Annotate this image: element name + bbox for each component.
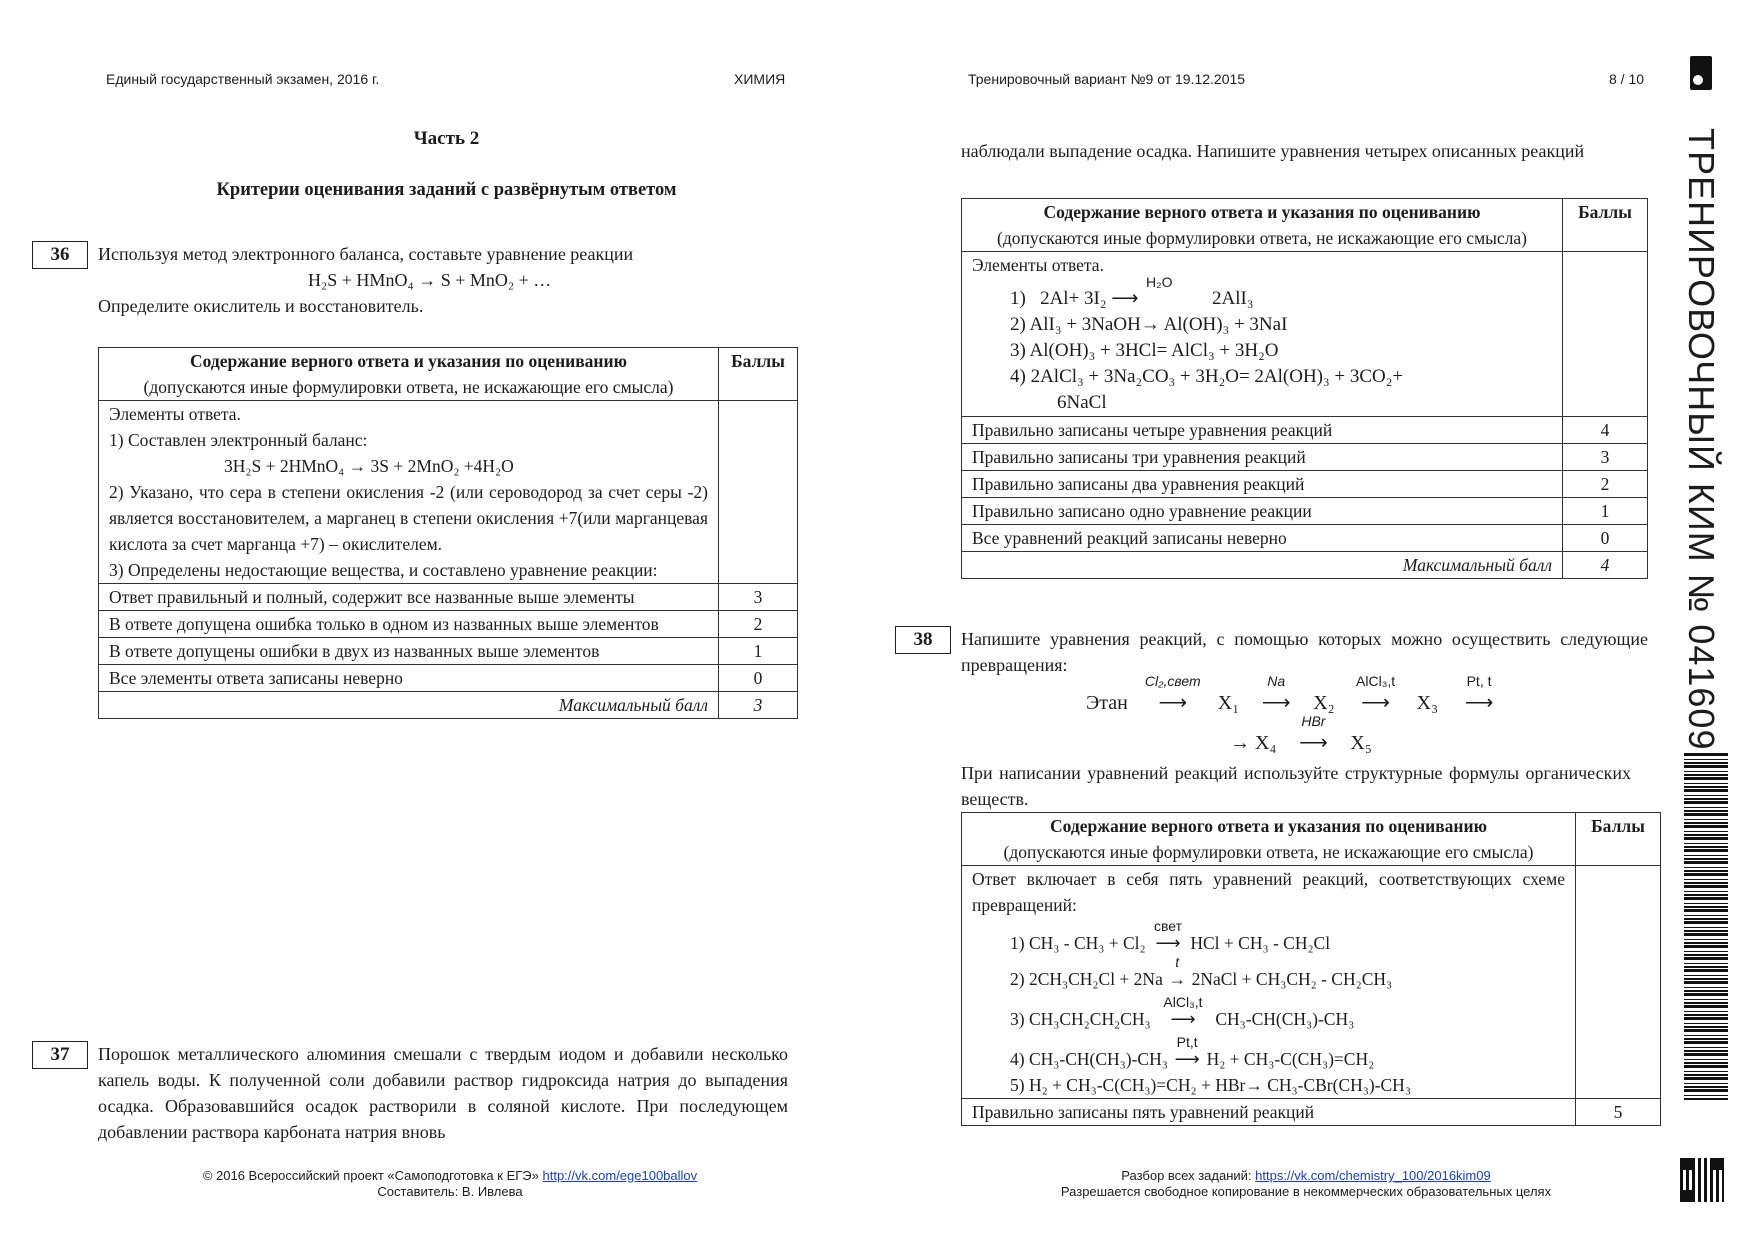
criterion-text: Правильно записаны четыре уравнения реакций <box>962 417 1563 444</box>
question-36-text: Используя метод электронного баланса, составьте уравнение реакции <box>98 244 634 264</box>
scheme-x3: X₃ <box>1416 692 1439 714</box>
scheme-start: Этан <box>1086 692 1128 714</box>
equation-4-cont: 6NaCl <box>1057 392 1107 413</box>
question-38-number: 38 <box>895 626 951 654</box>
vk-chemistry-link[interactable]: https://vk.com/chemistry_100/2016kim09 <box>1255 1168 1491 1183</box>
table-header-note: (допускаются иные формулировки ответа, не искажающие его смысла) <box>997 228 1527 248</box>
scheme-arrow-5 <box>1281 713 1345 755</box>
scheme-condition-5: HBr <box>1301 713 1326 729</box>
reaction-5: 5) H₂ + CH₃-C(CH₃)=CH₂ + HBr→ CH₃-CBr(CH₃)-CH₃ <box>1010 1075 1411 1095</box>
arrow-glyph: ⟶ <box>1111 288 1139 309</box>
arrow-glyph: ⟶ <box>1155 933 1181 953</box>
criterion-text: Правильно записаны три уравнения реакций <box>962 444 1563 471</box>
scheme-condition-2: Na <box>1267 673 1286 689</box>
elements-score-empty <box>1563 252 1648 417</box>
element-1: 1) Составлен электронный баланс: <box>109 430 368 450</box>
question-37-number: 37 <box>32 1041 88 1069</box>
part-title: Часть 2 <box>413 128 480 149</box>
table-header-row <box>962 199 1648 252</box>
criterion-score: 4 <box>1563 417 1648 444</box>
question-36-equation: H₂S + HMnO₄ → S + MnO₂ + … <box>308 270 552 290</box>
criterion-score: 1 <box>1563 498 1648 525</box>
table-max-row <box>962 552 1648 579</box>
scheme-arrow-1 <box>1133 673 1213 715</box>
criterion-score: 0 <box>719 665 798 692</box>
corner-mark-dot <box>1693 75 1703 85</box>
reaction-condition: t <box>1175 954 1180 970</box>
max-score-value: 4 <box>1563 552 1648 579</box>
arrow-glyph: ⟶ <box>1170 1009 1196 1029</box>
scheme-arrow-4 <box>1443 673 1515 715</box>
equation-1-right: 2AlI₃ <box>1212 288 1254 309</box>
reaction-2-right: 2NaCl + CH₃CH₂ - CH₂CH₃ <box>1191 969 1393 989</box>
transformation-scheme-line2 <box>1230 713 1372 755</box>
table-elements-row <box>99 401 798 584</box>
header-page-number: 8 / 10 <box>1609 71 1645 87</box>
equation-1-number: 1) <box>1010 288 1026 309</box>
elements-title: Элементы ответа. <box>972 255 1104 275</box>
barcode <box>1684 752 1728 1100</box>
table-max-row <box>99 692 798 719</box>
arrow-glyph: ⟶ <box>1158 692 1188 714</box>
reaction-condition: свет <box>1153 918 1182 934</box>
table-header-content <box>962 813 1576 866</box>
reaction-1 <box>972 918 1565 956</box>
criteria-title: Критерии оценивания заданий с развёрнутым ответом <box>216 180 677 200</box>
reaction-1-left: 1) CH₃ - CH₃ + Cl₂ <box>1010 933 1146 953</box>
reaction-1-right: HCl + CH₃ - CH₂Cl <box>1190 933 1331 953</box>
elements-score-empty <box>719 401 798 584</box>
table-row <box>99 611 798 638</box>
equation-3: 3) Al(OH)₃ + 3HCl= AlCl₃ + 3H₂O <box>1010 340 1279 361</box>
criterion-text: Все элементы ответа записаны неверно <box>99 665 719 692</box>
left-footer-copyright: © 2016 Всероссийский проект «Самоподготовка к ЕГЭ» <box>202 1168 539 1183</box>
arrow-glyph: ⟶ <box>1174 1049 1200 1069</box>
right-footer <box>961 1168 1651 1200</box>
scheme-x1: X₁ <box>1217 692 1240 714</box>
left-footer-author: Составитель: В. Ивлева <box>377 1184 523 1199</box>
table-header-note: (допускаются иные формулировки ответа, не искажающие его смысла) <box>143 377 674 397</box>
criterion-text: В ответе допущена ошибка только в одном из названных выше элементов <box>99 611 719 638</box>
table-header-score: Баллы <box>719 348 798 401</box>
table-row <box>99 638 798 665</box>
table-header-title: Содержание верного ответа и указания по оцениванию <box>1043 202 1481 222</box>
criterion-score: 1 <box>719 638 798 665</box>
header-variant: Тренировочный вариант №9 от 19.12.2015 <box>968 71 1246 87</box>
criterion-score: 5 <box>1576 1099 1661 1126</box>
answer-intro: Ответ включает в себя пять уравнений реакций, соответствующих схеме превращений: <box>972 869 1565 915</box>
arrow-glyph: ⟶ <box>1464 692 1494 714</box>
reaction-3 <box>972 994 1565 1032</box>
equation-4: 4) 2AlCl₃ + 3Na₂CO₃ + 3H₂O= 2Al(OH)₃ + 3CO₂+ <box>1010 366 1404 387</box>
table-row <box>962 1099 1661 1126</box>
right-footer-prefix: Разбор всех заданий: <box>1121 1168 1252 1183</box>
table-header-content <box>99 348 719 401</box>
element-1-equation: 3H₂S + 2HMnO₄ → 3S + 2MnO₂ +4H₂O <box>224 456 514 476</box>
criteria-table-36 <box>98 347 798 719</box>
reaction-3-left: 3) CH₃CH₂CH₂CH₃ <box>1010 1009 1151 1029</box>
reaction-2 <box>972 954 1565 992</box>
reaction-4-right: H₂ + CH₃-C(CH₃)=CH₂ <box>1206 1049 1375 1069</box>
header-exam-title: Единый государственный экзамен, 2016 г. <box>106 71 380 87</box>
elements-score-empty <box>1576 866 1661 1099</box>
table-header-note: (допускаются иные формулировки ответа, не искажающие его смысла) <box>1003 842 1534 862</box>
max-score-value: 3 <box>719 692 798 719</box>
question-36-text2: Определите окислитель и восстановитель. <box>98 296 424 316</box>
table-row <box>962 444 1648 471</box>
table-row <box>99 584 798 611</box>
scheme-x4: X₄ <box>1255 732 1277 754</box>
scheme-condition-3: AlCl₃,t <box>1356 673 1396 689</box>
element-3: 3) Определены недостающие вещества, и составлено уравнение реакции: <box>109 560 658 580</box>
header-subject: ХИМИЯ <box>734 71 786 87</box>
table-row <box>962 525 1648 552</box>
table-header-title: Содержание верного ответа и указания по оцениванию <box>190 351 627 371</box>
criterion-text: Правильно записаны пять уравнений реакций <box>962 1099 1576 1126</box>
criteria-table-37 <box>961 198 1648 579</box>
criterion-text: Все уравнений реакций записаны неверно <box>962 525 1563 552</box>
scheme-condition-1: Cl₂,свет <box>1144 673 1201 689</box>
element-2: 2) Указано, что сера в степени окисления -2 (или сероводород за счет серы -2) является восстановителем, а марганец в степени окисления +7(или марганцевая кислота за счет марганца +7) – окислителем. <box>109 482 708 554</box>
equation-1 <box>972 274 1552 312</box>
reaction-condition: AlCl₃,t <box>1163 994 1203 1010</box>
reaction-condition: Pt,t <box>1176 1034 1198 1050</box>
table-header-score: Баллы <box>1576 813 1661 866</box>
table-elements-row <box>962 866 1661 1099</box>
left-footer-line1 <box>100 1168 800 1184</box>
table-row <box>99 665 798 692</box>
equation-2: 2) AlI₃ + 3NaOH→ Al(OH)₃ + 3NaI <box>1010 314 1288 335</box>
answer-elements <box>962 866 1576 1099</box>
scheme-x5: X₅ <box>1350 732 1372 754</box>
right-footer-line1 <box>961 1168 1651 1184</box>
criterion-text: В ответе допущены ошибки в двух из названных выше элементов <box>99 638 719 665</box>
reaction-3-right: CH₃-CH(CH₃)-CH₃ <box>1215 1009 1355 1029</box>
table-elements-row <box>962 252 1648 417</box>
scheme-x2: X₂ <box>1313 692 1335 714</box>
reaction-4-left: 4) CH₃-CH(CH₃)-CH₃ <box>1010 1049 1168 1069</box>
equation-1-left: 2Al+ 3I₂ <box>1040 288 1107 309</box>
criterion-score: 2 <box>1563 471 1648 498</box>
reaction-2-left: 2) 2CH₃CH₂Cl + 2Na <box>1010 969 1163 989</box>
question-38-text: Напишите уравнения реакций, с помощью которых можно осуществить следующие превращения: <box>961 629 1648 675</box>
arrow-glyph: → <box>1230 732 1250 754</box>
question-38-text2: При написании уравнений реакций используйте структурные формулы органических веществ. <box>961 763 1631 809</box>
transformation-scheme <box>1086 673 1515 715</box>
answer-elements <box>99 401 719 584</box>
criteria-table-38 <box>961 812 1661 1126</box>
answer-elements <box>962 252 1563 417</box>
corner-mark <box>1690 56 1712 90</box>
table-row <box>962 471 1648 498</box>
arrow-glyph: ⟶ <box>1261 692 1291 714</box>
scheme-condition-4: Pt, t <box>1466 673 1492 689</box>
reaction-arrow <box>1172 1034 1202 1072</box>
criterion-text: Правильно записаны два уравнения реакций <box>962 471 1563 498</box>
criterion-score: 2 <box>719 611 798 638</box>
side-variant-label: ТРЕНИРОВОЧНЫЙ КИМ № 041609 <box>1681 128 1722 751</box>
reaction-condition: H₂O <box>1146 274 1173 290</box>
left-footer <box>100 1168 800 1200</box>
table-header-row <box>99 348 798 401</box>
question-36-number: 36 <box>32 241 88 269</box>
arrow-glyph: → <box>1168 969 1186 989</box>
criterion-text: Правильно записано одно уравнение реакции <box>962 498 1563 525</box>
criterion-score: 3 <box>719 584 798 611</box>
reaction-arrow <box>1111 274 1207 312</box>
arrow-glyph: ⟶ <box>1299 732 1328 754</box>
criterion-score: 3 <box>1563 444 1648 471</box>
vk-ege-link[interactable]: http://vk.com/ege100ballov <box>542 1168 698 1183</box>
criterion-text: Ответ правильный и полный, содержит все названные выше элементы <box>99 584 719 611</box>
scheme-arrow-3 <box>1340 673 1412 715</box>
arrow-glyph: ⟶ <box>1361 692 1390 714</box>
question-37-continuation: наблюдали выпадение осадка. Напишите уравнения четырех описанных реакций <box>961 141 1585 161</box>
right-footer-license: Разрешается свободное копирование в некоммерческих образовательных целях <box>1060 1184 1552 1199</box>
qr-code <box>1680 1158 1724 1202</box>
table-row <box>962 417 1648 444</box>
table-row <box>962 498 1648 525</box>
question-37-text: Порошок металлического алюминия смешали с твердым иодом и добавили несколько капель воды. К полученной соли добавили раствор гидроксида натрия до выпадения осадка. Образовавшийся осадок растворили в соляной кислоте. При последующем добавлении раствора карбоната натрия вновь <box>98 1044 788 1142</box>
table-header-row <box>962 813 1661 866</box>
max-score-label: Максимальный балл <box>962 552 1563 579</box>
table-header-content <box>962 199 1563 252</box>
criterion-score: 0 <box>1563 525 1648 552</box>
scheme-arrow-2 <box>1244 673 1308 715</box>
max-score-label: Максимальный балл <box>99 692 719 719</box>
table-header-score: Баллы <box>1563 199 1648 252</box>
reaction-4 <box>972 1034 1565 1072</box>
table-header-title: Содержание верного ответа и указания по оцениванию <box>1050 816 1487 836</box>
elements-title: Элементы ответа. <box>109 404 241 424</box>
